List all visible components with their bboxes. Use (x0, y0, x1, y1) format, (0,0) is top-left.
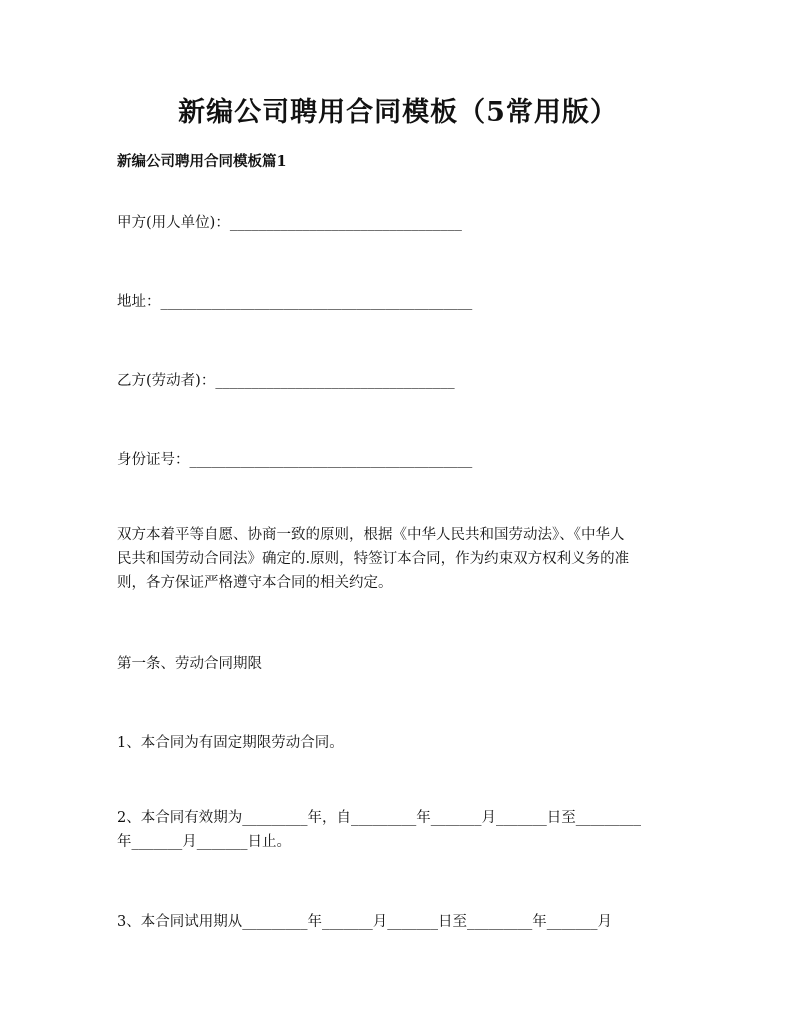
party-b-field: 乙方(劳动者)：_________________________________ (117, 373, 455, 389)
preamble-line: 双方本着平等自愿、协商一致的原则，根据《中华人民共和国劳动法》、《中华人 (117, 527, 625, 543)
clause-2-line: 2、本合同有效期为_________年，自_________年_______月_______日至_________ (117, 810, 641, 826)
preamble-line: 则，各方保证严格遵守本合同的相关约定。 (117, 575, 393, 591)
id-number-field: 身份证号：_______________________________________ (117, 452, 473, 468)
party-a-field: 甲方(用人单位)：________________________________ (117, 215, 462, 231)
document-title: 新编公司聘用合同模板（5常用版） (178, 97, 618, 128)
address-field: 地址：___________________________________________ (117, 294, 473, 310)
article-1-heading: 第一条、劳动合同期限 (117, 656, 262, 672)
clause-2 (117, 806, 682, 854)
clause-2-line: 年_______月_______日止。 (117, 834, 291, 850)
template-subheading: 新编公司聘用合同模板篇1 (117, 153, 287, 170)
clause-3: 3、本合同试用期从_________年_______月_______日至_________年_______月 (117, 914, 612, 930)
clause-1: 1、本合同为有固定期限劳动合同。 (117, 735, 344, 751)
preamble-line: 民共和国劳动合同法》确定的.原则，特签订本合同，作为约束双方权利义务的准 (117, 551, 630, 567)
preamble-paragraph (117, 523, 682, 595)
